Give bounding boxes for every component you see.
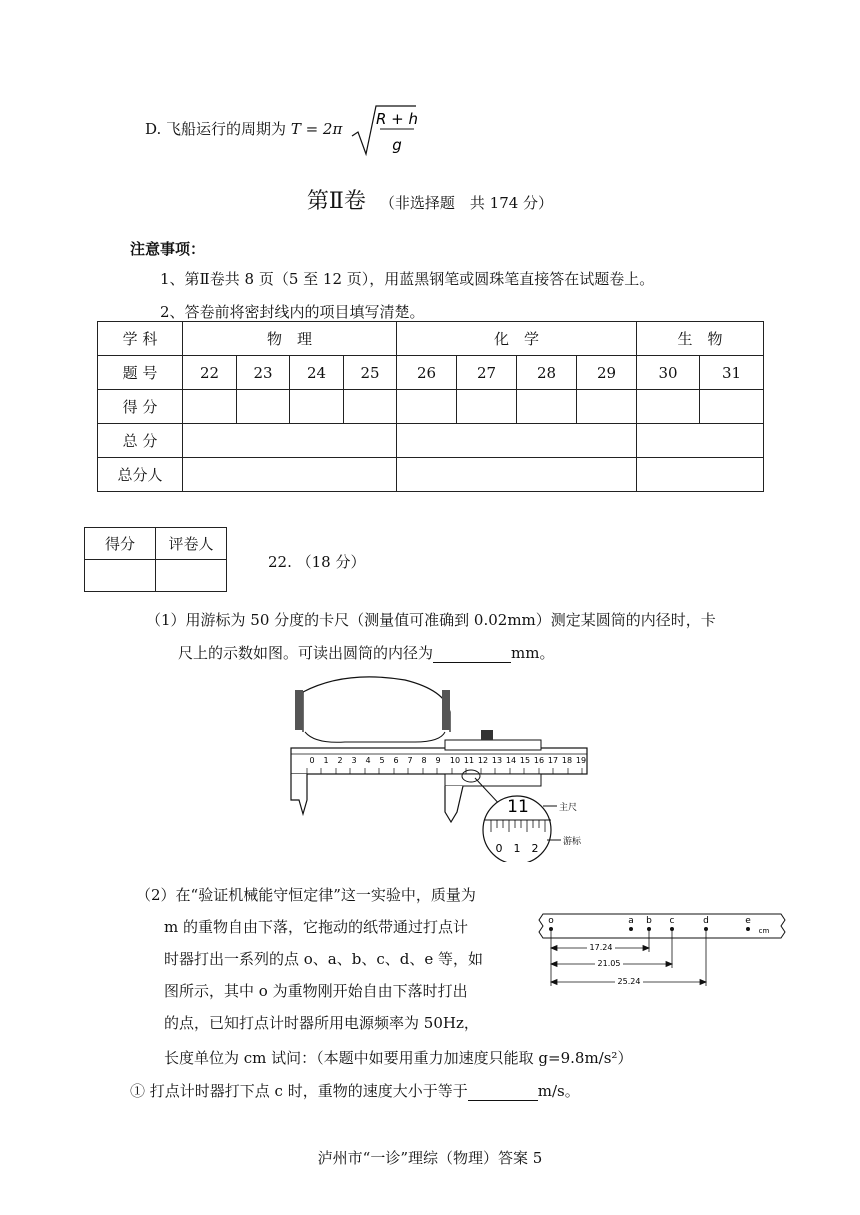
score-cell[interactable] [344, 390, 397, 424]
part2-line: 图所示，其中 o 为重物刚开始自由下落时打出 [164, 982, 468, 1000]
part2-line: 的点，已知打点计时器所用电源频率为 50Hz， [164, 1014, 479, 1032]
row-label-score: 得 分 [98, 390, 183, 424]
question-22-sub1 [130, 1080, 580, 1101]
grader-table [84, 527, 227, 592]
grader-table-score-label: 得分 [85, 528, 156, 560]
tape-point-label: d [703, 916, 709, 926]
main-scale-label: 2 [337, 756, 343, 765]
question-number: 22 [183, 356, 237, 390]
question-number: 25 [344, 356, 397, 390]
question-22-part1-line1: （1）用游标为 50 分度的卡尺（测量值可准确到 0.02mm）测定某圆筒的内径时，卡 [146, 611, 716, 629]
grader-chemistry-cell[interactable] [397, 458, 637, 492]
score-cell[interactable] [517, 390, 577, 424]
question-number: 27 [457, 356, 517, 390]
main-scale-label: 1 [323, 756, 329, 765]
part1-text: 尺上的示数如图。可读出圆筒的内径为 [178, 644, 434, 662]
main-scale-label: 5 [379, 756, 385, 765]
grader-biology-cell[interactable] [637, 458, 764, 492]
main-scale-label: 11 [463, 756, 475, 765]
tape-unit: cm [758, 927, 770, 935]
total-chemistry-cell[interactable] [397, 424, 637, 458]
tape-point-label: o [548, 916, 554, 926]
question-22-part2 [136, 879, 516, 1039]
main-scale-label: 17 [547, 756, 559, 765]
table-row [85, 528, 227, 560]
main-scale-label: 12 [477, 756, 489, 765]
fraction-denominator: g [392, 136, 402, 154]
question-number: 31 [700, 356, 764, 390]
table-row [85, 560, 227, 592]
paper-tape-figure [535, 910, 790, 995]
question-number: 28 [517, 356, 577, 390]
part2-line: m 的重物自由下落，它拖动的纸带通过打点计 [164, 918, 468, 936]
grader-physics-cell[interactable] [183, 458, 397, 492]
total-biology-cell[interactable] [637, 424, 764, 458]
table-row [98, 424, 764, 458]
subject-physics: 物 理 [183, 322, 397, 356]
main-scale-caption: 主尺 [559, 803, 578, 813]
table-row [98, 322, 764, 356]
question-number: 23 [237, 356, 290, 390]
main-scale-label: 10 [449, 756, 461, 765]
tape-point-label: c [669, 916, 675, 926]
tape-point-label: b [646, 916, 652, 926]
main-scale-label: 8 [421, 756, 427, 765]
main-scale-label: 0 [309, 756, 315, 765]
tape-distance: 25.24 [617, 977, 641, 986]
vernier-caption: 游标 [563, 837, 582, 847]
main-scale-label: 15 [519, 756, 531, 765]
score-cell[interactable] [397, 390, 457, 424]
tape-distance: 17.24 [589, 943, 613, 952]
main-scale-label: 9 [435, 756, 441, 765]
score-cell[interactable] [237, 390, 290, 424]
vernier-caliper-figure [285, 672, 600, 862]
row-label-grader: 总分人 [98, 458, 183, 492]
score-cell[interactable] [457, 390, 517, 424]
tape-point-label: e [745, 916, 751, 926]
score-cell[interactable] [183, 390, 237, 424]
main-scale-label: 16 [533, 756, 545, 765]
row-label-total: 总 分 [98, 424, 183, 458]
score-table [97, 321, 764, 492]
grader-table-grader-label: 评卷人 [156, 528, 227, 560]
page-footer: 泸州市“一诊”理综（物理）答案 5 [317, 1149, 543, 1167]
vernier-digit: 0 [495, 842, 503, 855]
option-d-formula-lhs: T = 2π [290, 120, 343, 138]
sqrt-fraction [350, 102, 420, 158]
table-row [98, 356, 764, 390]
main-scale-label: 7 [407, 756, 413, 765]
answer-blank-diameter[interactable] [433, 644, 511, 663]
section-title-main: 第Ⅱ卷 [306, 189, 366, 214]
table-row [98, 390, 764, 424]
row-label-subject: 学 科 [98, 322, 183, 356]
section-title [0, 184, 860, 215]
vernier-digit: 2 [531, 842, 539, 855]
question-22-part2-last-line: 长度单位为 cm 试问：（本题中如要用重力加速度只能取 g=9.8m/s²） [164, 1049, 633, 1067]
score-cell[interactable] [577, 390, 637, 424]
part1-unit: mm。 [511, 644, 555, 662]
total-physics-cell[interactable] [183, 424, 397, 458]
section-subtitle: （非选择题 共 174 分） [379, 194, 554, 212]
question-22-header: 22. （18 分） [268, 553, 366, 571]
main-scale-label: 4 [365, 756, 371, 765]
subject-chemistry: 化 学 [397, 322, 637, 356]
grader-table-grader-cell[interactable] [156, 560, 227, 592]
subject-biology: 生 物 [637, 322, 764, 356]
main-scale-label: 3 [351, 756, 357, 765]
zoom-main-number: 11 [507, 797, 529, 817]
row-label-question: 题 号 [98, 356, 183, 390]
main-scale-label: 14 [505, 756, 517, 765]
notice-item-1: 1、第Ⅱ卷共 8 页（5 至 12 页），用蓝黑钢笔或圆珠笔直接答在试题卷上。 [160, 270, 655, 288]
tape-point-label: a [628, 916, 634, 926]
score-cell[interactable] [700, 390, 764, 424]
fraction-numerator: R + h [375, 110, 419, 128]
answer-blank-velocity[interactable] [468, 1082, 538, 1101]
option-d [145, 118, 342, 139]
main-scale-label: 18 [561, 756, 573, 765]
question-number: 26 [397, 356, 457, 390]
question-number: 30 [637, 356, 700, 390]
grader-table-score-cell[interactable] [85, 560, 156, 592]
part2-line: 时器打出一系列的点 o、a、b、c、d、e 等，如 [164, 950, 483, 968]
question-number: 24 [290, 356, 344, 390]
part2-line: （2）在“验证机械能守恒定律”这一实验中，质量为 [136, 886, 476, 904]
tape-distance: 21.05 [597, 959, 621, 968]
score-cell[interactable] [637, 390, 700, 424]
notice-heading: 注意事项： [130, 240, 206, 258]
main-scale-label: 6 [393, 756, 399, 765]
notice-item-2: 2、答卷前将密封线内的项目填写清楚。 [160, 303, 425, 321]
vernier-digit: 1 [513, 842, 521, 855]
question-22-part1-line2 [178, 642, 554, 663]
main-scale-label: 19 [575, 756, 587, 765]
option-d-text: D. 飞船运行的周期为 [145, 120, 287, 138]
sub1-text: ① 打点计时器打下点 c 时，重物的速度大小于等于 [130, 1082, 468, 1100]
question-number: 29 [577, 356, 637, 390]
table-row [98, 458, 764, 492]
sub1-unit: m/s。 [537, 1082, 580, 1100]
main-scale-label: 13 [491, 756, 503, 765]
score-cell[interactable] [290, 390, 344, 424]
